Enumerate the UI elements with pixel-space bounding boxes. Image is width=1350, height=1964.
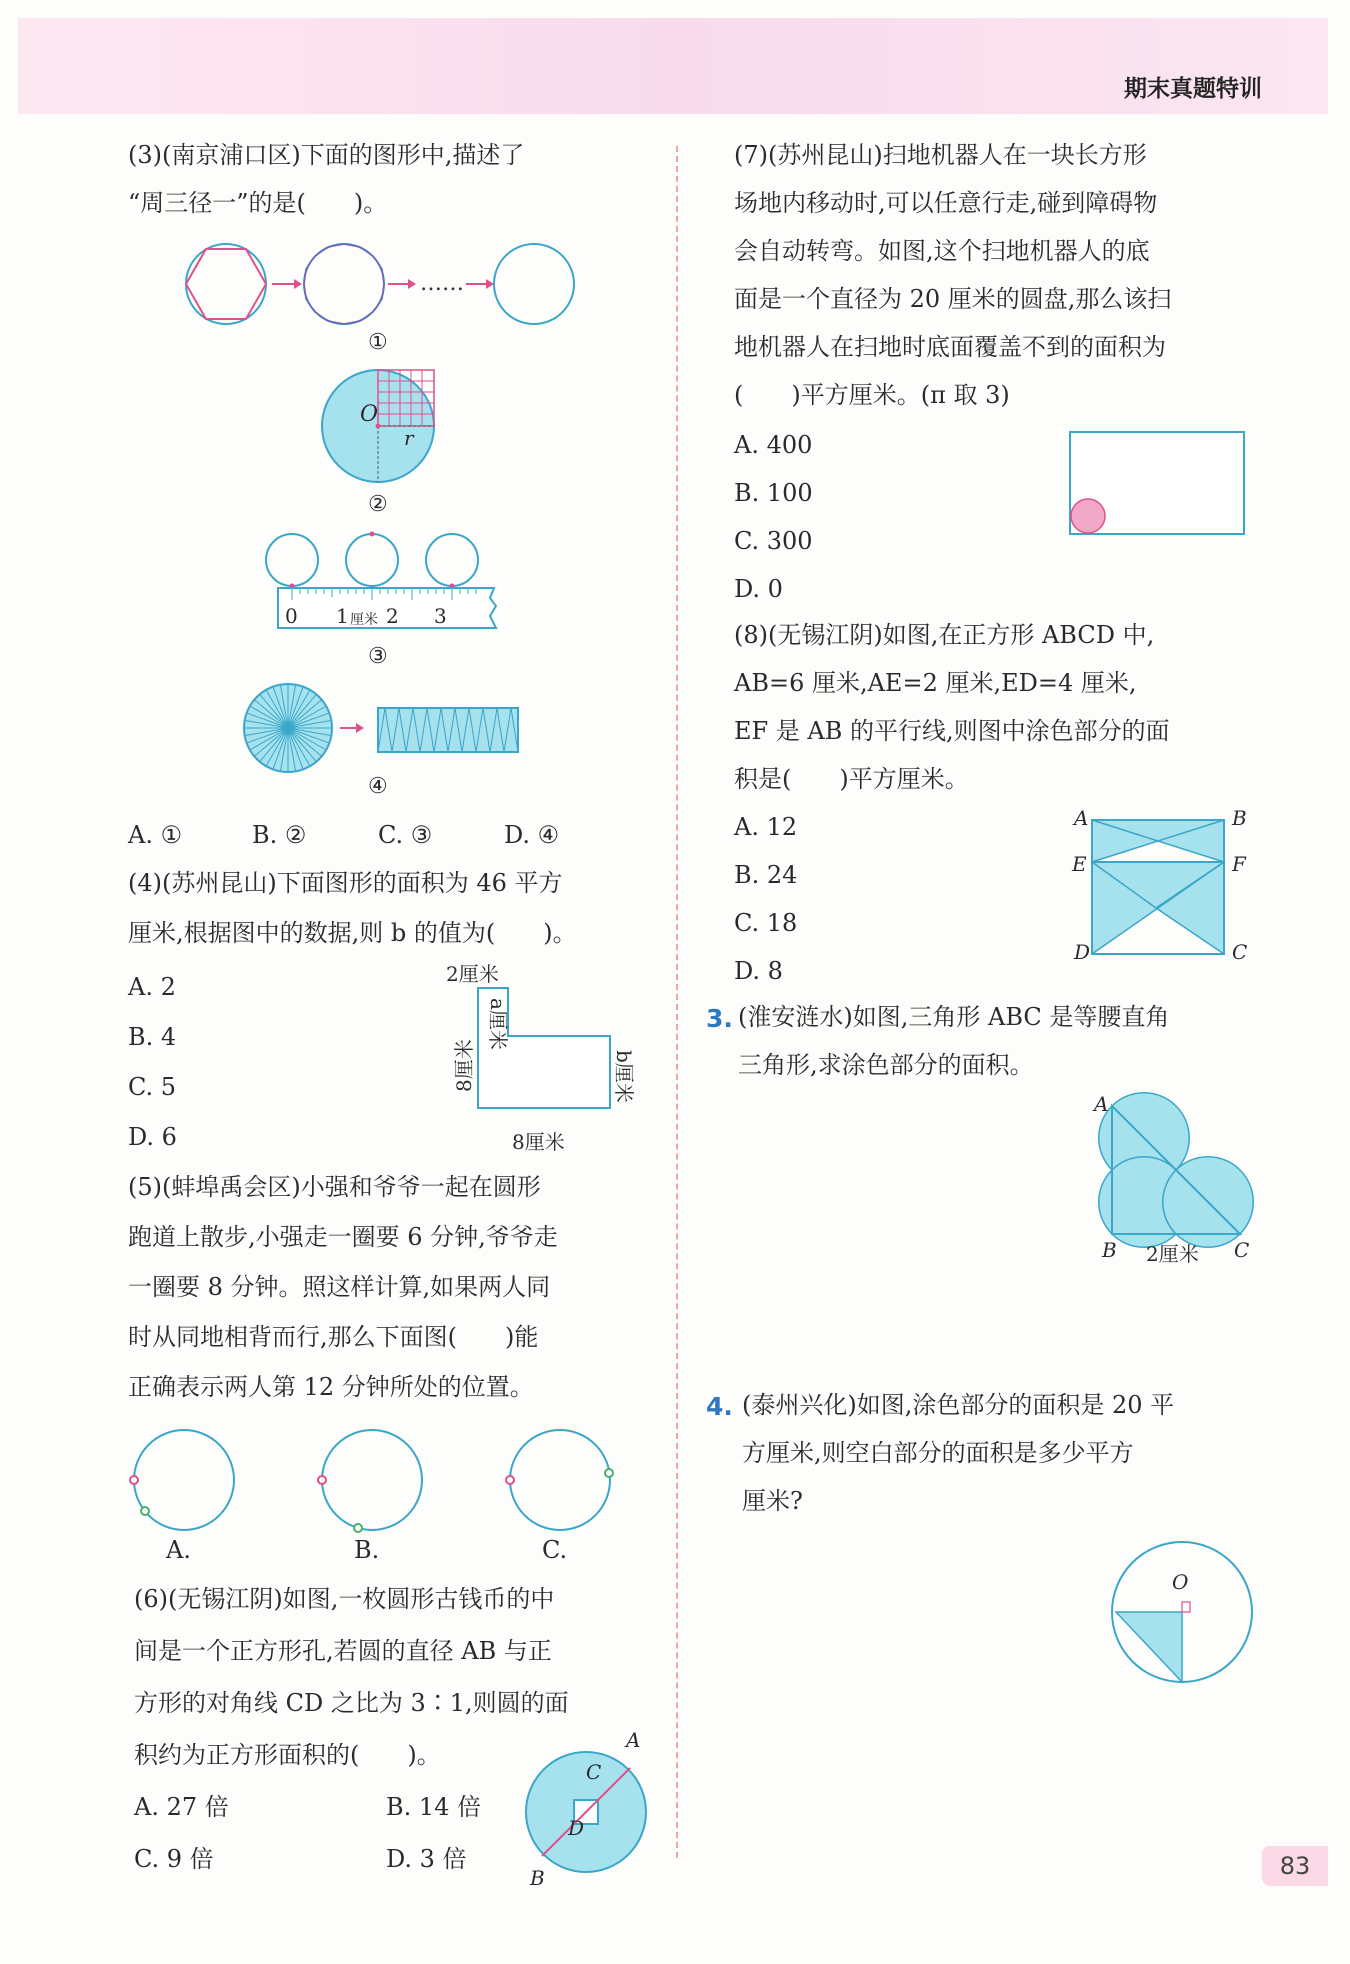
q7-option-d[interactable]: D. 0: [734, 575, 783, 603]
q7-line-5: 地机器人在扫地时底面覆盖不到的面积为: [734, 333, 1166, 361]
ruler-label-2: 2: [386, 604, 399, 628]
q3-fig2-label-r: r: [404, 426, 414, 450]
q4-option-c[interactable]: C. 5: [128, 1073, 177, 1101]
q3-fig2-label-O: O: [360, 402, 379, 427]
q5-line-5: 正确表示两人第 12 分钟所处的位置。: [128, 1373, 534, 1401]
q4-label-a: a厘米: [486, 998, 510, 1050]
q5-label-a[interactable]: A.: [166, 1536, 191, 1564]
page-number: 83: [1262, 1846, 1328, 1886]
q3-fig-label-2: ②: [368, 492, 388, 517]
q8-option-b[interactable]: B. 24: [734, 861, 798, 889]
q5-line-2: 跑道上散步,小强走一圈要 6 分钟,爷爷走: [128, 1223, 558, 1251]
q8-option-d[interactable]: D. 8: [734, 957, 783, 985]
q4-option-d[interactable]: D. 6: [128, 1123, 177, 1151]
q8-line-1: (8)(无锡江阴)如图,在正方形 ABCD 中,: [734, 621, 1155, 649]
ruler-label-1: 1: [336, 604, 349, 628]
column-divider: [676, 146, 678, 1858]
q6-option-c[interactable]: C. 9 倍: [134, 1845, 214, 1873]
p3-line-1: (淮安涟水)如图,三角形 ABC 是等腰直角: [738, 1003, 1170, 1031]
q3-figure-4: [244, 682, 524, 774]
q5-label-b[interactable]: B.: [354, 1536, 380, 1564]
ruler-label-3: 3: [434, 604, 447, 628]
q7-option-a[interactable]: A. 400: [734, 431, 813, 459]
q8-option-a[interactable]: A. 12: [734, 813, 798, 841]
q3-figure-1: [180, 238, 590, 338]
svg-text:……: ……: [420, 271, 464, 296]
q7-line-4: 面是一个直径为 20 厘米的圆盘,那么该扫: [734, 285, 1172, 313]
p3-line-2: 三角形,求涂色部分的面积。: [738, 1051, 1034, 1079]
robot-disk: [1071, 499, 1105, 533]
q4-option-b[interactable]: B. 4: [128, 1023, 177, 1051]
problem-3-number: 3.: [706, 1004, 733, 1033]
q3-option-b[interactable]: B. ②: [252, 821, 307, 849]
q6-option-b[interactable]: B. 14 倍: [386, 1793, 482, 1821]
p4-line-1: (泰州兴化)如图,涂色部分的面积是 20 平: [742, 1391, 1175, 1419]
q8-label-A: A: [1074, 806, 1089, 830]
q6-option-d[interactable]: D. 3 倍: [386, 1845, 467, 1873]
q8-label-B: B: [1232, 806, 1247, 830]
q6-line-1: (6)(无锡江阴)如图,一枚圆形古钱币的中: [134, 1585, 555, 1613]
q3-fig-label-1: ①: [368, 330, 388, 355]
q8-label-F: F: [1232, 852, 1246, 876]
q4-line-1: (4)(苏州昆山)下面图形的面积为 46 平方: [128, 869, 563, 897]
p3-label-C: C: [1234, 1238, 1250, 1262]
q3-figure-2: [320, 368, 450, 488]
q8-option-c[interactable]: C. 18: [734, 909, 798, 937]
p3-triangle: [1110, 1104, 1250, 1240]
q7-line-6: ( )平方厘米。(π 取 3): [734, 381, 1010, 409]
q6-line-2: 间是一个正方形孔,若圆的直径 AB 与正: [134, 1637, 552, 1665]
p4-label-O: O: [1172, 1570, 1189, 1594]
p3-label-length: 2厘米: [1146, 1242, 1199, 1266]
q6-label-D: D: [568, 1816, 585, 1840]
q3-option-a[interactable]: A. ①: [128, 821, 183, 849]
ruler-label-0: 0: [285, 604, 298, 628]
q8-line-3: EF 是 AB 的平行线,则图中涂色部分的面: [734, 717, 1170, 745]
q5-line-3: 一圈要 8 分钟。照这样计算,如果两人同: [128, 1273, 551, 1301]
q7-line-2: 场地内移动时,可以任意行走,碰到障碍物: [734, 189, 1158, 217]
q8-label-E: E: [1072, 852, 1087, 876]
q8-label-C: C: [1232, 940, 1248, 964]
p4-line-2: 方厘米,则空白部分的面积是多少平方: [742, 1439, 1134, 1467]
q7-option-b[interactable]: B. 100: [734, 479, 813, 507]
q4-label-bottom: 8厘米: [512, 1130, 565, 1154]
q8-line-2: AB=6 厘米,AE=2 厘米,ED=4 厘米,: [734, 669, 1137, 697]
q3-fig-label-3: ③: [368, 644, 388, 669]
q4-label-top: 2厘米: [446, 962, 499, 986]
p4-line-3: 厘米?: [742, 1487, 803, 1515]
q4-option-a[interactable]: A. 2: [128, 973, 176, 1001]
q6-label-C: C: [586, 1760, 602, 1784]
q3-line-1: (3)(南京浦口区)下面的图形中,描述了: [128, 141, 525, 169]
q8-square: [1090, 818, 1226, 956]
q7-line-1: (7)(苏州昆山)扫地机器人在一块长方形: [734, 141, 1147, 169]
q6-label-A: A: [626, 1728, 641, 1752]
p3-label-B: B: [1102, 1238, 1117, 1262]
q6-option-a[interactable]: A. 27 倍: [134, 1793, 229, 1821]
q4-line-2: 厘米,根据图中的数据,则 b 的值为( )。: [128, 919, 577, 947]
q3-option-c[interactable]: C. ③: [378, 821, 433, 849]
q7-option-c[interactable]: C. 300: [734, 527, 813, 555]
q8-label-D: D: [1074, 940, 1091, 964]
q6-line-3: 方形的对角线 CD 之比为 3∶1,则圆的面: [134, 1689, 569, 1717]
q5-line-4: 时从同地相背而行,那么下面图( )能: [128, 1323, 539, 1351]
q5-figures: [132, 1430, 652, 1540]
q8-line-4: 积是( )平方厘米。: [734, 765, 969, 793]
fig1-circle-a: [186, 244, 266, 324]
fig1-circle-c: [494, 244, 574, 324]
p3-label-A: A: [1094, 1092, 1109, 1116]
header-title: 期末真题特训: [1124, 76, 1262, 102]
q6-label-B: B: [530, 1866, 545, 1890]
q4-label-b: b厘米: [612, 1050, 636, 1103]
q5-line-1: (5)(蚌埠禹会区)小强和爷爷一起在圆形: [128, 1173, 541, 1201]
q6-line-4: 积约为正方形面积的( )。: [134, 1741, 441, 1769]
q3-option-d[interactable]: D. ④: [504, 821, 560, 849]
ruler-unit: 厘米: [350, 612, 378, 628]
q5-label-c[interactable]: C.: [542, 1536, 568, 1564]
q7-field: [1068, 430, 1248, 536]
problem-4-number: 4.: [706, 1392, 733, 1421]
fig1-polygon: [304, 244, 384, 324]
p4-circle: [1110, 1540, 1254, 1684]
q7-line-3: 会自动转弯。如图,这个扫地机器人的底: [734, 237, 1150, 265]
q3-figure-3: [268, 532, 498, 642]
q3-line-2: “周三径一”的是( )。: [128, 189, 388, 217]
fig1-hexagon: [186, 249, 266, 319]
q3-fig-label-4: ④: [368, 774, 388, 799]
q4-label-left: 8厘米: [452, 1039, 476, 1092]
